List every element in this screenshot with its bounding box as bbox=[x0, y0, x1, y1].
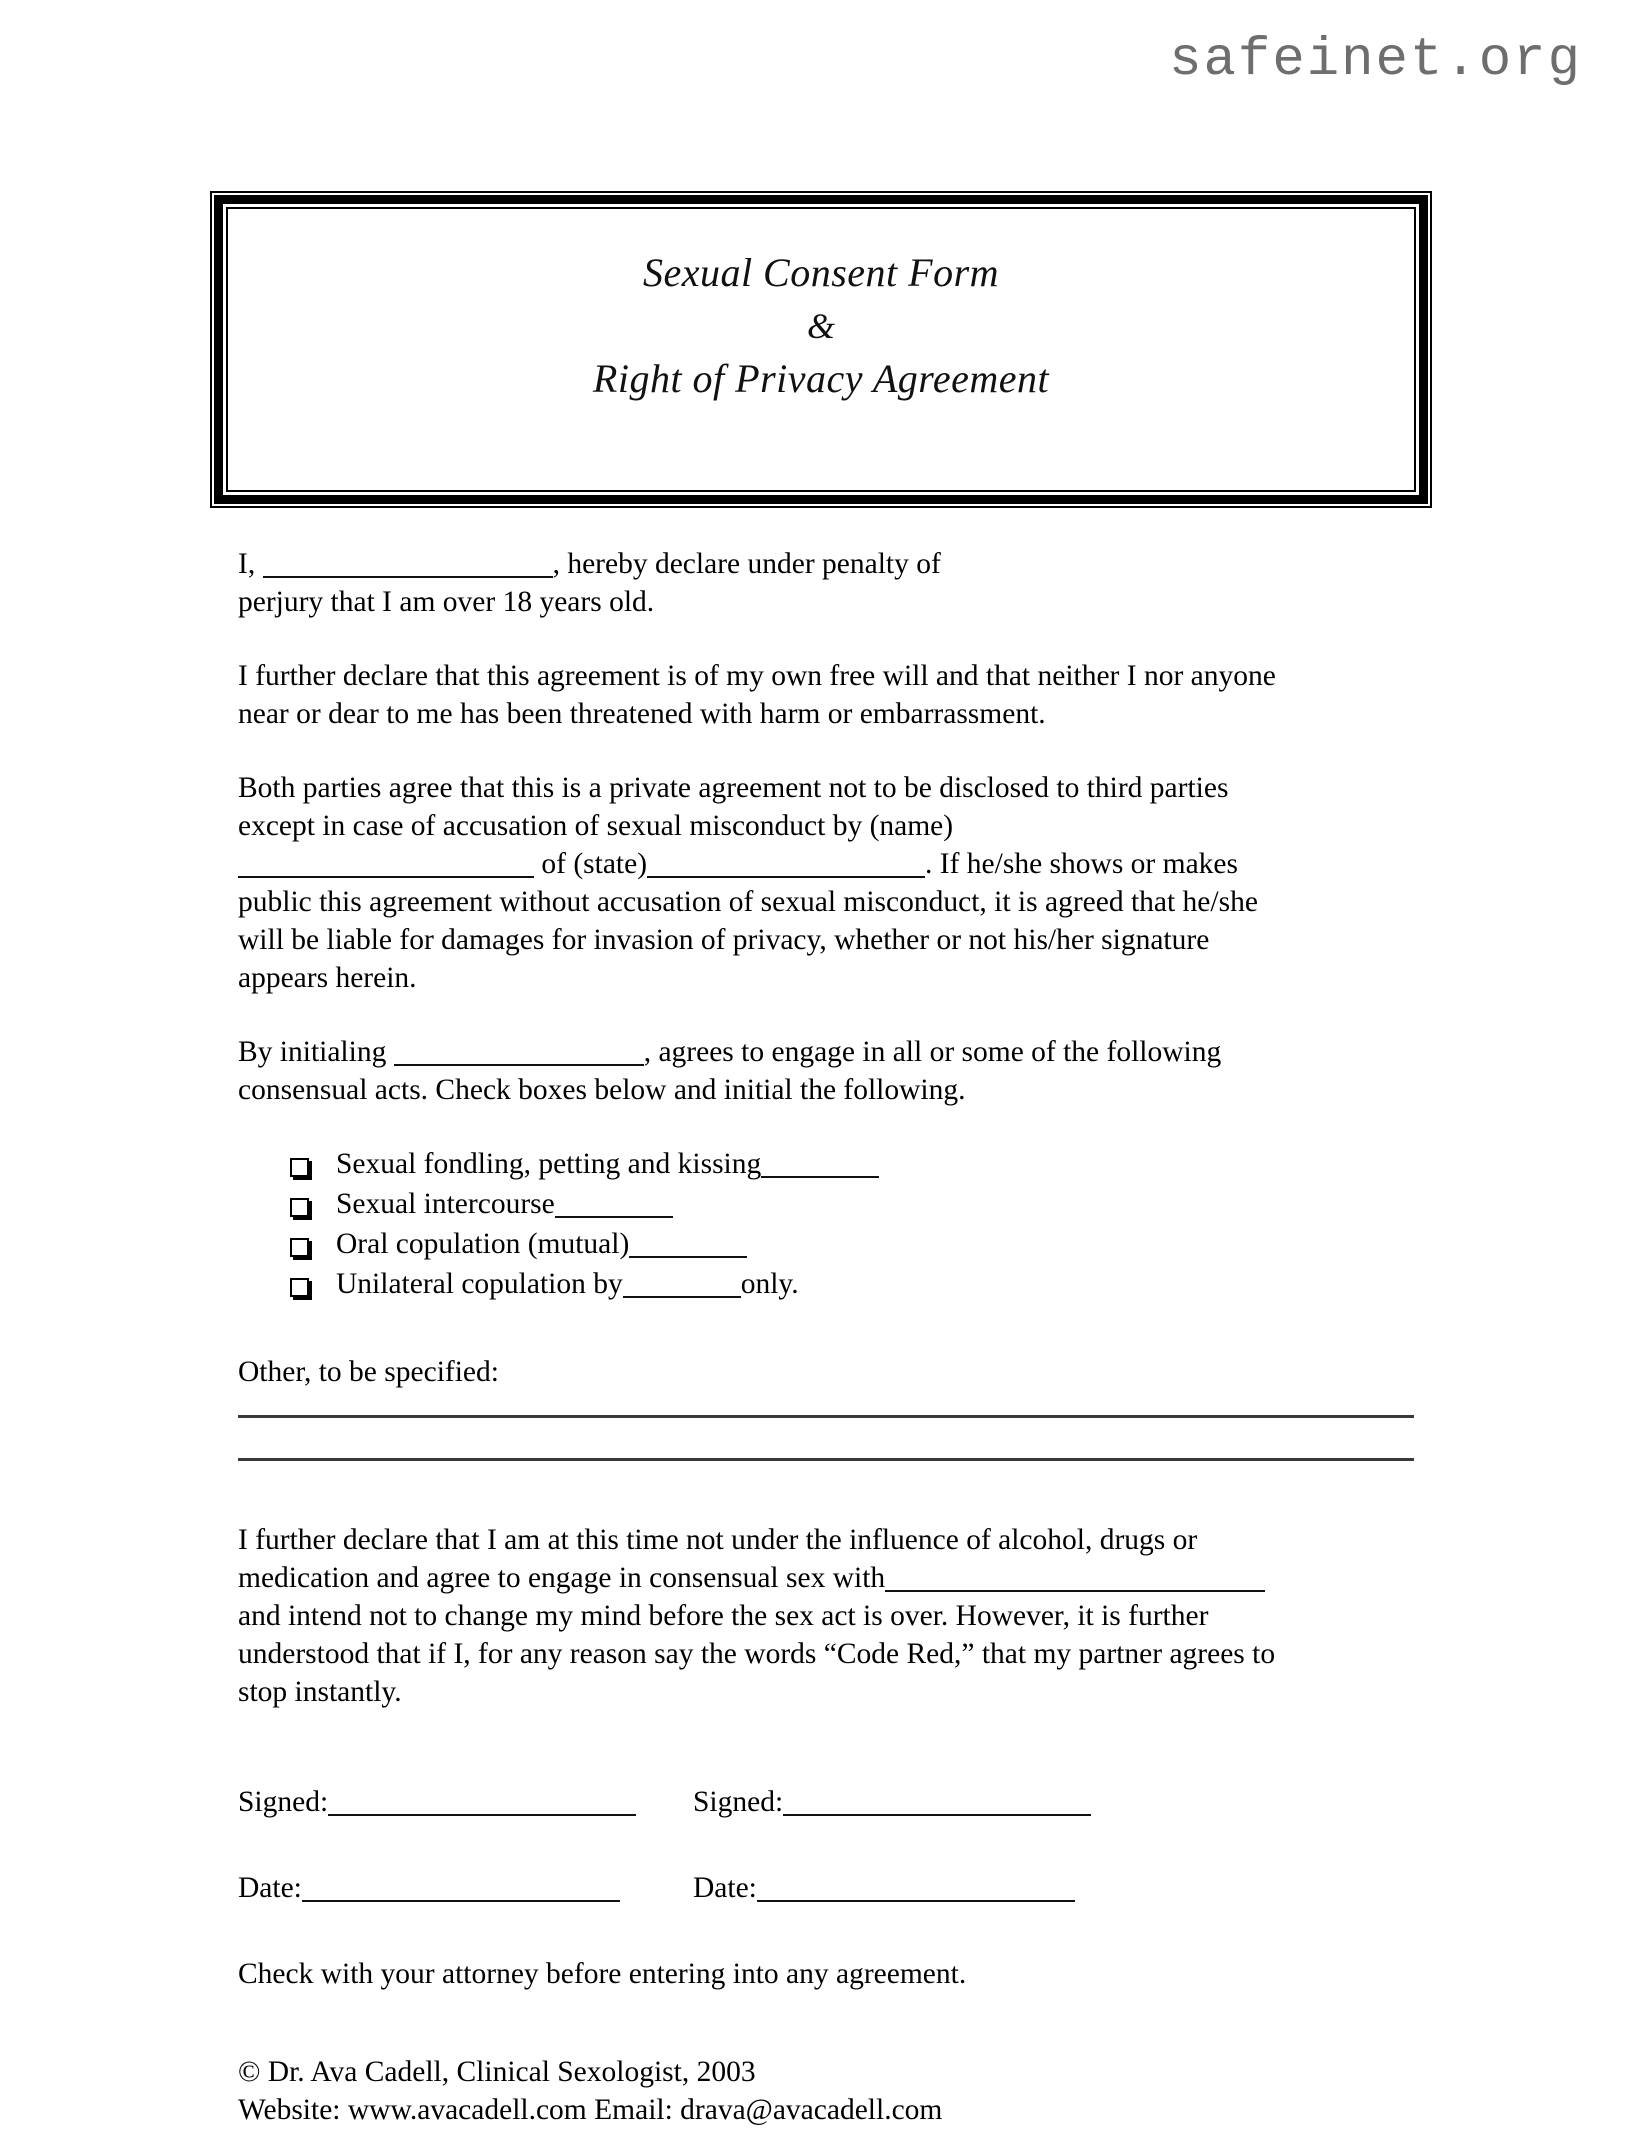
state-blank-field[interactable] bbox=[647, 847, 925, 879]
checklist-label: Sexual fondling, petting and kissing bbox=[336, 1145, 879, 1183]
date-label-1: Date: bbox=[238, 1872, 302, 1904]
checkbox-icon[interactable] bbox=[290, 1267, 336, 1305]
checkbox-icon[interactable] bbox=[290, 1227, 336, 1265]
date-blank-1[interactable] bbox=[302, 1871, 620, 1903]
write-in-line-1[interactable] bbox=[238, 1415, 1414, 1418]
p1-text-before: I, bbox=[238, 548, 263, 580]
p1-text-after: , hereby declare under penalty of bbox=[552, 548, 941, 580]
checklist-label: Unilateral copulation by only. bbox=[336, 1268, 799, 1300]
title-frame-middle-border bbox=[214, 195, 1428, 504]
p5-line2-before: medication and agree to engage in consensual sex with bbox=[238, 1562, 886, 1594]
paragraph-free-will bbox=[238, 657, 1414, 733]
list-item[interactable] bbox=[238, 1265, 1414, 1305]
document-footer bbox=[238, 2053, 1414, 2129]
paragraph-sobriety-codeword bbox=[238, 1521, 1414, 1711]
attorney-notice: Check with your attorney before entering into any agreement. bbox=[238, 1958, 967, 1990]
signed-field-2 bbox=[693, 1783, 1091, 1821]
site-watermark: safeinet.org bbox=[1169, 30, 1582, 91]
signed-label-2: Signed: bbox=[693, 1786, 784, 1818]
initial-blank-field-item-2[interactable] bbox=[555, 1187, 673, 1219]
spacer bbox=[238, 1821, 1414, 1869]
p4-line2: consensual acts. Check boxes below and initial the following. bbox=[238, 1074, 966, 1106]
paragraph-initialing bbox=[238, 1033, 1414, 1109]
spacer bbox=[238, 1993, 1414, 2053]
signature-blank-1[interactable] bbox=[328, 1785, 636, 1817]
spacer bbox=[238, 1747, 1414, 1783]
p1-text-line2: perjury that I am over 18 years old. bbox=[238, 586, 655, 618]
title-line-secondary: Right of Privacy Agreement bbox=[592, 356, 1050, 401]
initial-blank-field-item-3[interactable] bbox=[629, 1227, 747, 1259]
other-specify-label: Other, to be specified: bbox=[238, 1356, 499, 1388]
title-frame bbox=[210, 191, 1432, 508]
signed-field-1 bbox=[238, 1783, 693, 1821]
document-title bbox=[228, 247, 1414, 405]
date-label-2: Date: bbox=[693, 1872, 757, 1904]
partner-blank-field[interactable] bbox=[885, 1561, 1265, 1593]
spacer bbox=[238, 1305, 1414, 1353]
p5-line1: I further declare that I am at this time not under the influence of alcohol, drugs or bbox=[238, 1524, 1198, 1556]
p3-line6: appears herein. bbox=[238, 962, 417, 994]
name-blank-field[interactable] bbox=[263, 547, 553, 579]
p5-line5: stop instantly. bbox=[238, 1676, 402, 1708]
list-item[interactable] bbox=[238, 1225, 1414, 1265]
date-field-2 bbox=[693, 1869, 1075, 1907]
p3-line4: public this agreement without accusation of sexual misconduct, it is agreed that he/she bbox=[238, 886, 1258, 918]
p3-line1: Both parties agree that this is a private agreement not to be disclosed to third parties bbox=[238, 772, 1229, 804]
checklist-label: Sexual intercourse bbox=[336, 1185, 673, 1223]
signed-label-1: Signed: bbox=[238, 1786, 329, 1818]
initial-blank-field-item-1[interactable] bbox=[761, 1147, 879, 1179]
p3-of-state-label: of (state) bbox=[534, 848, 648, 880]
consensual-acts-checklist bbox=[238, 1145, 1414, 1305]
p3-line5: will be liable for damages for invasion of privacy, whether or not his/her signature bbox=[238, 924, 1210, 956]
p2-line2: near or dear to me has been threatened with harm or embarrassment. bbox=[238, 698, 1046, 730]
date-blank-2[interactable] bbox=[757, 1871, 1075, 1903]
p5-line4: understood that if I, for any reason say the words “Code Red,” that my partner agrees to bbox=[238, 1638, 1276, 1670]
date-row bbox=[238, 1869, 1414, 1907]
date-field-1 bbox=[238, 1869, 693, 1907]
initial-blank-field-item-4[interactable] bbox=[623, 1267, 741, 1299]
spacer bbox=[238, 1907, 1414, 1955]
p4-text-before: By initialing bbox=[238, 1036, 394, 1068]
title-line-primary: Sexual Consent Form bbox=[642, 250, 1000, 295]
signature-row bbox=[238, 1783, 1414, 1821]
p4-text-after: , agrees to engage in all or some of the following bbox=[643, 1036, 1222, 1068]
p3-line2: except in case of accusation of sexual misconduct by (name) bbox=[238, 810, 954, 842]
title-frame-inner-border bbox=[226, 207, 1416, 492]
p3-line3-after: . If he/she shows or makes bbox=[925, 848, 1238, 880]
copyright-line: © Dr. Ava Cadell, Clinical Sexologist, 2003 bbox=[238, 2056, 756, 2088]
checklist-label: Oral copulation (mutual) bbox=[336, 1225, 747, 1263]
document-body bbox=[238, 545, 1414, 2129]
paragraph-declaration-age bbox=[238, 545, 1414, 621]
signature-blank-2[interactable] bbox=[783, 1785, 1091, 1817]
title-ampersand: & bbox=[806, 306, 835, 346]
other-specify-lines bbox=[238, 1415, 1414, 1461]
list-item[interactable] bbox=[238, 1185, 1414, 1225]
list-item[interactable] bbox=[238, 1145, 1414, 1185]
p5-line3: and intend not to change my mind before the sex act is over. However, it is further bbox=[238, 1600, 1209, 1632]
checkbox-icon[interactable] bbox=[290, 1147, 336, 1185]
spacer bbox=[238, 1461, 1414, 1521]
checkbox-icon[interactable] bbox=[290, 1187, 336, 1225]
name-blank-field-2[interactable] bbox=[238, 847, 534, 879]
paragraph-privacy-clause bbox=[238, 769, 1414, 997]
initial-blank-field[interactable] bbox=[394, 1035, 644, 1067]
p2-line1: I further declare that this agreement is of my own free will and that neither I nor anyone bbox=[238, 660, 1276, 692]
contact-line: Website: www.avacadell.com Email: drava@avacadell.com bbox=[238, 2094, 943, 2126]
